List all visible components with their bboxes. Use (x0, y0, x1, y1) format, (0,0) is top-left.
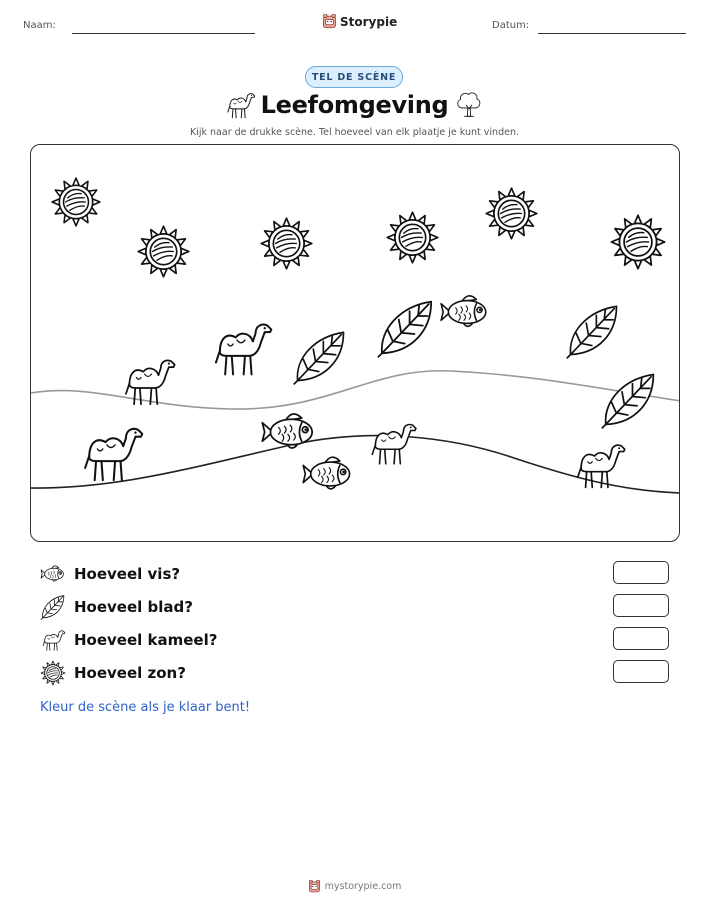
fish-picture (439, 286, 491, 338)
footer (0, 880, 709, 893)
leaf-picture (292, 329, 348, 385)
answer-box[interactable] (613, 627, 669, 650)
instructions: Kijk naar de drukke scène. Tel hoeveel van elk plaatje je kunt vinden. (190, 127, 519, 138)
camel-picture (208, 315, 274, 381)
fish-picture (301, 447, 355, 501)
question-label: Hoeveel zon? (74, 664, 186, 682)
tree-icon (455, 90, 483, 118)
sun-picture (50, 176, 102, 228)
page-title: Leefomgeving (260, 91, 449, 119)
storypie-mascot-icon (322, 14, 337, 29)
question-row (40, 561, 180, 587)
question-label: Hoeveel blad? (74, 598, 193, 616)
leaf-icon (40, 594, 66, 620)
answer-box[interactable] (613, 660, 669, 683)
leaf-picture (565, 303, 621, 359)
camel-icon (40, 627, 66, 653)
activity-badge: TEL DE SCÈNE (305, 66, 403, 88)
sun-picture (609, 213, 667, 271)
question-row (40, 594, 193, 620)
name-line[interactable] (72, 33, 255, 34)
brand-logo (322, 14, 397, 29)
date-label: Datum: (492, 20, 530, 31)
leaf-picture (376, 298, 436, 358)
camel-picture (119, 352, 177, 410)
storypie-mascot-icon (308, 880, 321, 893)
question-row (40, 660, 186, 686)
leaf-picture (600, 371, 658, 429)
coloring-note: Kleur de scène als je klaar bent! (40, 700, 251, 715)
sun-picture (136, 224, 191, 279)
footer-url[interactable]: mystorypie.com (324, 881, 402, 892)
date-line[interactable] (538, 33, 686, 34)
answer-box[interactable] (613, 561, 669, 584)
name-label: Naam: (23, 20, 56, 31)
brand-name: Storypie (340, 14, 398, 29)
camel-picture (366, 417, 418, 469)
fish-icon (40, 561, 66, 587)
question-label: Hoeveel vis? (74, 565, 181, 583)
question-label: Hoeveel kameel? (74, 631, 218, 649)
question-row (40, 627, 217, 653)
answer-box[interactable] (613, 594, 669, 617)
counting-scene (30, 144, 680, 542)
camel-picture (571, 437, 627, 493)
sun-icon (40, 660, 66, 686)
sun-picture (259, 216, 314, 271)
sun-picture (484, 186, 539, 241)
camel-picture (77, 419, 145, 487)
sun-picture (385, 210, 440, 265)
